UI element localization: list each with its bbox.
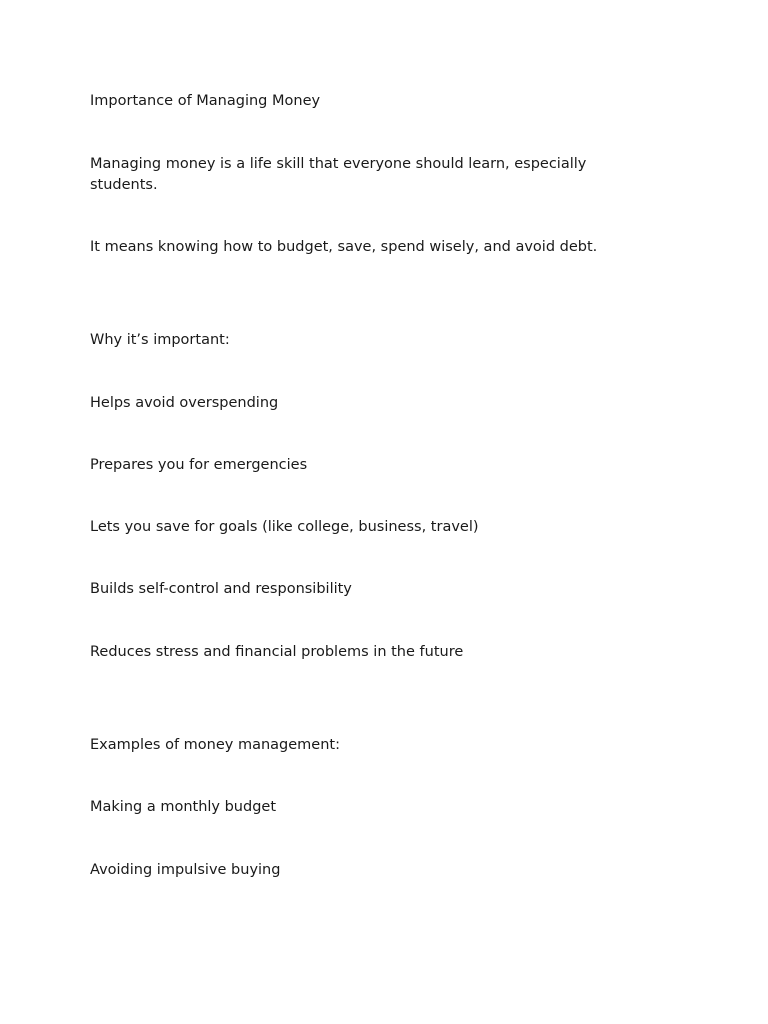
why-item: Builds self-control and responsibility xyxy=(90,581,352,597)
intro-paragraph-1: Managing money is a life skill that everyone should learn, especially students. xyxy=(90,156,587,193)
why-heading: Why it’s important: xyxy=(90,332,230,348)
examples-heading: Examples of money management: xyxy=(90,737,340,753)
why-item: Lets you save for goals (like college, business, travel) xyxy=(90,519,479,535)
why-item: Reduces stress and financial problems in the future xyxy=(90,644,464,660)
why-item: Prepares you for emergencies xyxy=(90,457,308,473)
document-title: Importance of Managing Money xyxy=(90,93,321,109)
example-item: Avoiding impulsive buying xyxy=(90,862,281,878)
example-item: Making a monthly budget xyxy=(90,799,277,815)
why-item: Helps avoid overspending xyxy=(90,395,279,411)
intro-paragraph-2: It means knowing how to budget, save, spend wisely, and avoid debt. xyxy=(90,239,598,255)
